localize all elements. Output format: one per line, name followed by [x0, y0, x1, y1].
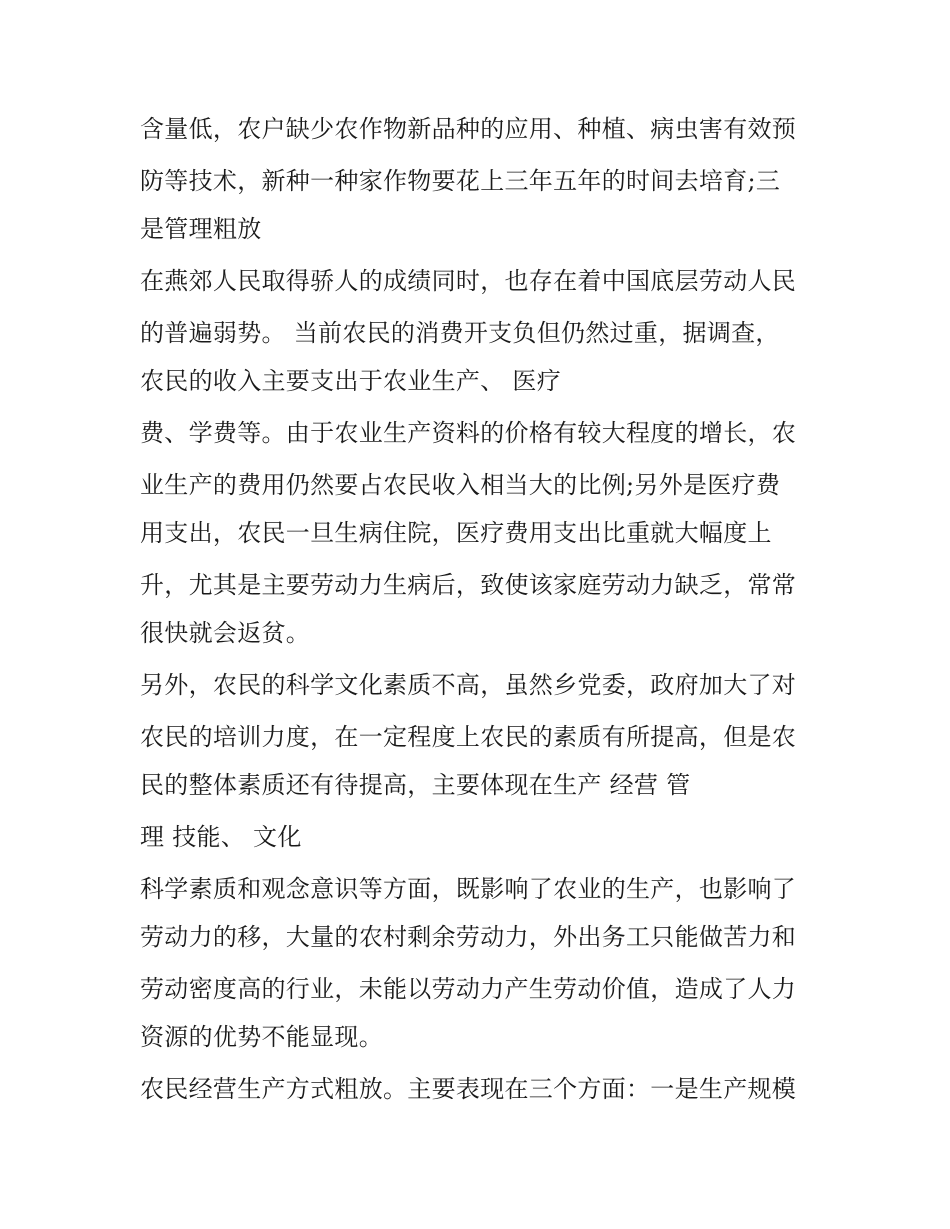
- text-line: 是管理粗放: [140, 215, 262, 243]
- text-line: 另外，农民的科学文化素质不高，虽然乡党委，政府加大了对: [140, 671, 797, 699]
- text-line: 升，尤其是主要劳动力生病后，致使该家庭劳动力缺乏，常常: [140, 571, 797, 599]
- text-line: 费、学费等。由于农业生产资料的价格有较大程度的增长，农: [140, 419, 797, 447]
- text-line: 用支出，农民一旦生病住院，医疗费用支出比重就大幅度上: [140, 519, 772, 547]
- text-line: 农民经营生产方式粗放。主要表现在三个方面：一是生产规模: [140, 1075, 797, 1103]
- text-line: 资源的优势不能显现。: [140, 1023, 383, 1051]
- text-line: 在燕郊人民取得骄人的成绩同时，也存在着中国底层劳动人民: [140, 267, 797, 295]
- text-line: 理 技能、 文化: [140, 823, 302, 851]
- text-line: 农民的收入主要支出于农业生产、 医疗: [140, 367, 562, 395]
- text-line: 业生产的费用仍然要占农民收入相当大的比例;另外是医疗费: [140, 471, 781, 499]
- text-line: 防等技术，新种一种家作物要花上三年五年的时间去培育;三: [140, 167, 781, 195]
- text-line: 农民的培训力度，在一定程度上农民的素质有所提高，但是农: [140, 723, 797, 751]
- text-line: 科学素质和观念意识等方面，既影响了农业的生产，也影响了: [140, 875, 797, 903]
- text-line: 含量低，农户缺少农作物新品种的应用、种植、病虫害有效预: [140, 115, 797, 143]
- text-line: 民的整体素质还有待提高，主要体现在生产 经营 管: [140, 771, 691, 799]
- text-line: 很快就会返贫。: [140, 619, 311, 647]
- text-line: 劳动密度高的行业，未能以劳动力产生劳动价值，造成了人力: [140, 975, 797, 1003]
- text-line: 劳动力的移，大量的农村剩余劳动力，外出务工只能做苦力和: [140, 923, 797, 951]
- text-line: 的普遍弱势。 当前农民的消费开支负但仍然过重，据调查，: [140, 319, 780, 347]
